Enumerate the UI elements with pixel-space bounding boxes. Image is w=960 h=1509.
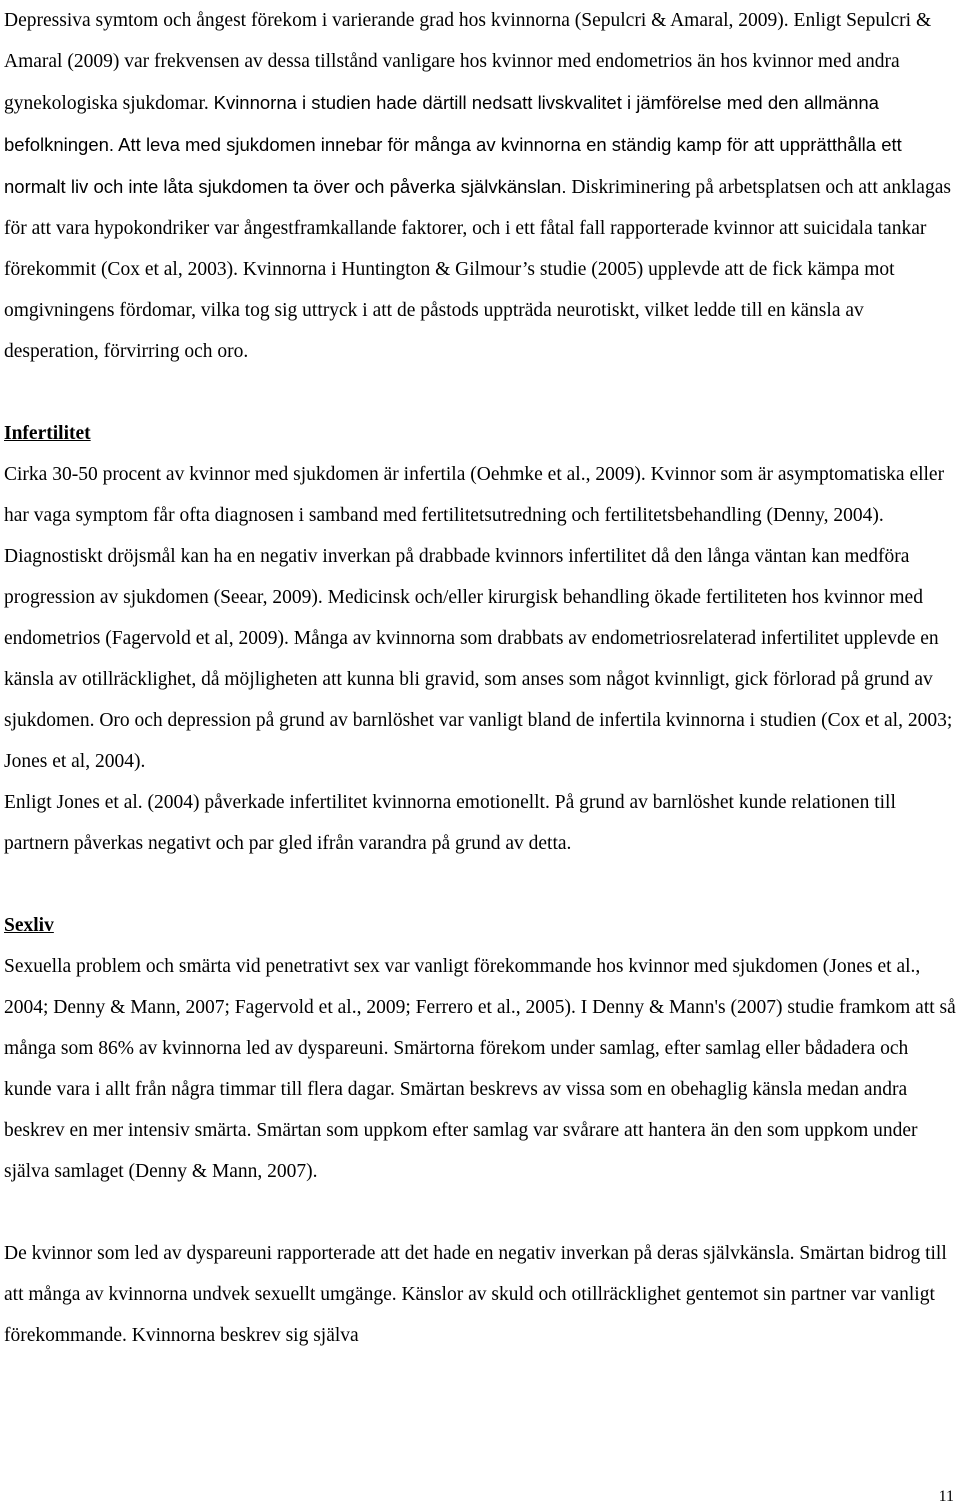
heading-sexliv: Sexliv: [4, 915, 54, 936]
intro-text-c: Att leva med sjukdomen innebar för många av kvinnorna en ständig kamp för att upprätthålla ett normalt liv och inte låta sjukdomen ta över och påverka självkänslan.: [4, 134, 902, 197]
sexliv-paragraph-2: De kvinnor som led av dyspareuni rapporterade att det hade en negativ inverkan på deras självkänsla. Smärtan bidrog till att många av kvinnorna undvek sexuellt umgänge. Känslor av skuld och otillräcklighet gentemot sin partner var vanligt förekommande. Kvinnorna beskrev sig själva: [4, 1243, 947, 1346]
intro-text-b: Kvinnorna i studien hade därtill nedsatt livskvalitet i jämförelse med den allmänna befolkningen.: [4, 92, 879, 155]
intro-text-a: Depressiva symtom och ångest förekom i varierande grad hos kvinnorna (Sepulcri & Amaral, 2009). Enligt Sepulcri & Amaral (2009) var frekvensen av dessa tillstånd vanligare hos kvinnor med endometrios än hos kvinnor med andra gynekologiska sjukdomar.: [4, 10, 932, 114]
page-number: 11: [938, 1488, 954, 1505]
document-page: [4, 0, 958, 1356]
infertilitet-paragraph-2: Enligt Jones et al. (2004) påverkade infertilitet kvinnorna emotionellt. På grund av barnlöshet kunde relationen till partnern påverkas negativt och par gled ifrån varandra på grund av detta.: [4, 792, 896, 854]
sexliv-paragraph-1: Sexuella problem och smärta vid penetrativt sex var vanligt förekommande hos kvinnor med sjukdomen (Jones et al., 2004; Denny & Mann, 2007; Fagervold et al., 2009; Ferrero et al., 2005). I Denny & Mann's (2007) studie framkom att så många som 86% av kvinnorna led av dyspareuni. Smärtorna förekom under samlag, efter samlag eller bådadera och kunde vara i allt från några timmar till flera dagar. Smärtan beskrevs av vissa som en obehaglig känsla medan andra beskrev en mer intensiv smärta. Smärtan som uppkom efter samlag var svårare att hantera än den som uppkom under själva samlaget (Denny & Mann, 2007).: [4, 956, 956, 1182]
intro-paragraph: [4, 0, 958, 372]
infertilitet-paragraph-1: Cirka 30-50 procent av kvinnor med sjukdomen är infertila (Oehmke et al., 2009). Kvinnor som är asymptomatiska eller har vaga symptom får ofta diagnosen i samband med fertilitetsutredning och fertilitetsbehandling (Denny, 2004). Diagnostiskt dröjsmål kan ha en negativ inverkan på drabbade kvinnors infertilitet då den långa väntan kan medföra progression av sjukdomen (Seear, 2009). Medicinsk och/eller kirurgisk behandling ökade fertiliteten hos kvinnor med endometrios (Fagervold et al, 2009). Många av kvinnorna som drabbats av endometriosrelaterad infertilitet upplevde en känsla av otillräcklighet, då möjligheten att kunna bli gravid, som anses som något kvinnligt, gick förlorad på grund av sjukdomen. Oro och depression på grund av barnlöshet var vanligt bland de infertila kvinnorna i studien (Cox et al, 2003; Jones et al, 2004).: [4, 464, 953, 772]
heading-infertilitet: Infertilitet: [4, 423, 91, 444]
intro-text-d: Diskriminering på arbetsplatsen och att anklagas för att vara hypokondriker var ångestframkallande faktorer, och i ett fåtal fall rapporterade kvinnor att suicidala tankar förekommit (Cox et al, 2003). Kvinnorna i Huntington & Gilmour’s studie (2005) upplevde att de fick kämpa mot omgivningens fördomar, vilka tog sig uttryck i att de påstods uppträda neurotiskt, vilket ledde till en känsla av desperation, förvirring och oro.: [4, 177, 951, 362]
